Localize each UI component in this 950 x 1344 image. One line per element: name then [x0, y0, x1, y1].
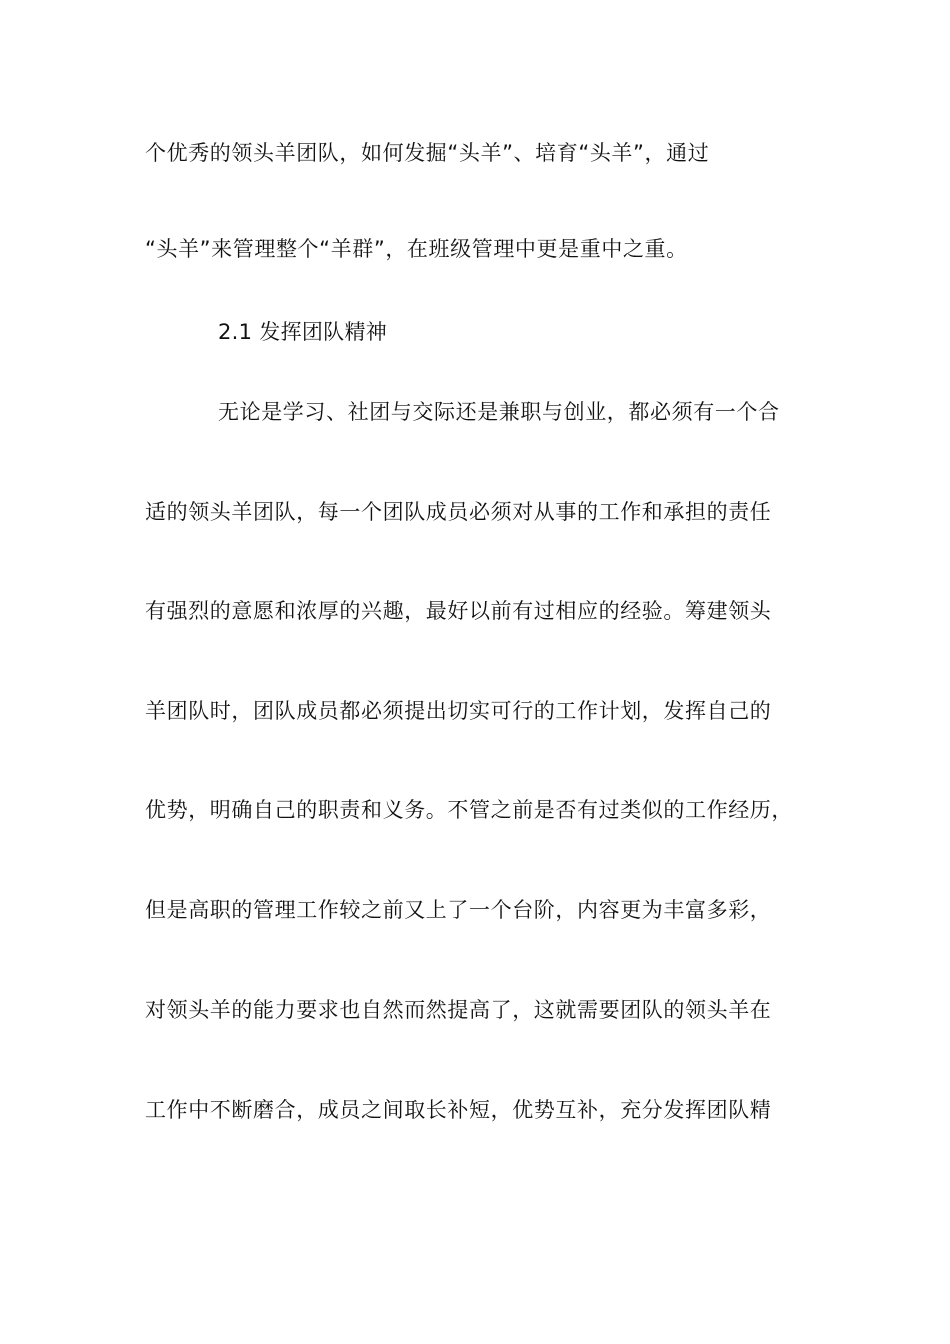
text-line-2: “头羊”来管理整个“羊群”，在班级管理中更是重中之重。 — [145, 237, 688, 261]
paragraph-line-2: 适的领头羊团队，每一个团队成员必须对从事的工作和承担的责任 — [145, 500, 772, 524]
paragraph-line-4: 羊团队时，团队成员都必须提出切实可行的工作计划，发挥自己的 — [145, 699, 772, 723]
paragraph-line-6: 但是高职的管理工作较之前又上了一个台阶，内容更为丰富多彩， — [145, 898, 772, 922]
text-line-1: 个优秀的领头羊团队，如何发掘“头羊”、培育“头羊”，通过 — [145, 141, 710, 165]
paragraph-line-3: 有强烈的意愿和浓厚的兴趣，最好以前有过相应的经验。筹建领头 — [145, 599, 772, 623]
paragraph-line-8: 工作中不断磨合，成员之间取长补短，优势互补，充分发挥团队精 — [145, 1098, 772, 1122]
paragraph-line-7: 对领头羊的能力要求也自然而然提高了，这就需要团队的领头羊在 — [145, 998, 772, 1022]
section-heading: 2.1 发挥团队精神 — [218, 320, 388, 344]
paragraph-line-5: 优势，明确自己的职责和义务。不管之前是否有过类似的工作经历， — [145, 798, 793, 822]
paragraph-line-1: 无论是学习、社团与交际还是兼职与创业，都必须有一个合 — [218, 400, 780, 424]
